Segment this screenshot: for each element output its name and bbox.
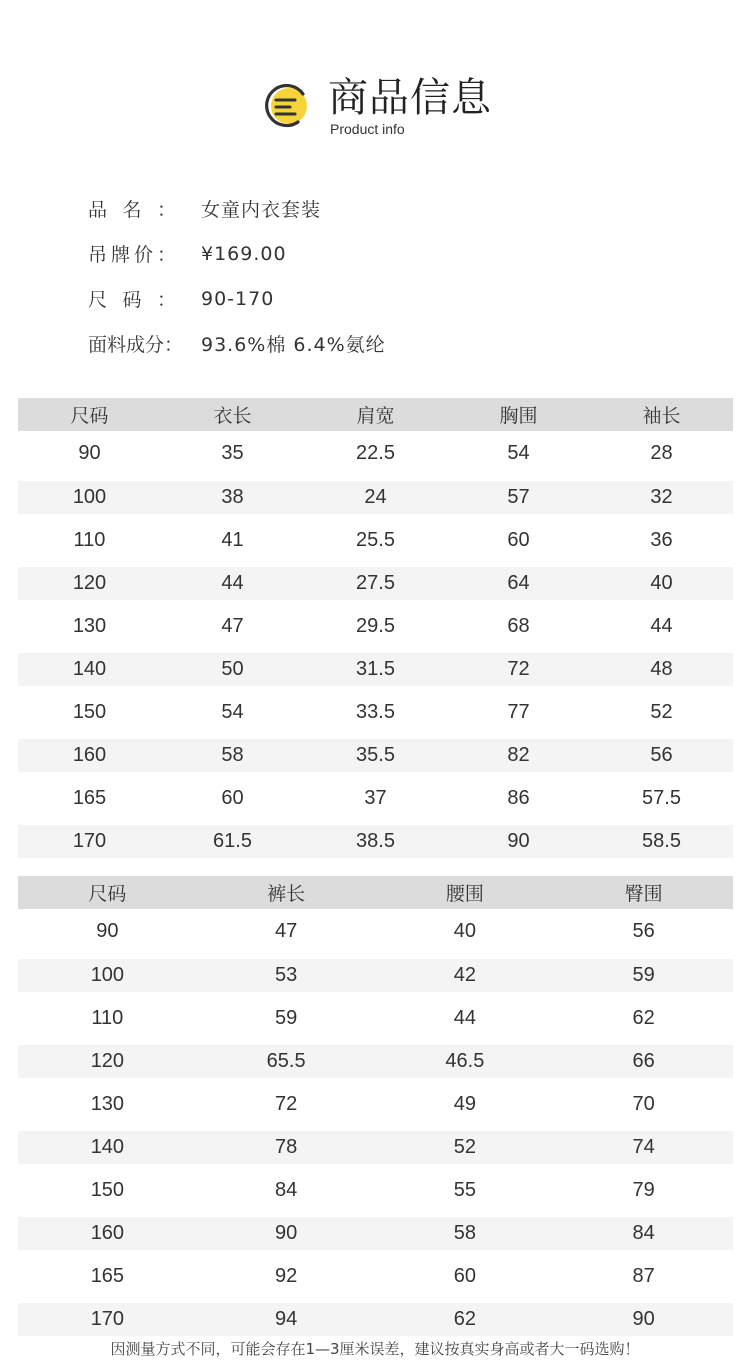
- table-cell: 60: [221, 787, 244, 809]
- info-row-tag-price: [88, 231, 688, 276]
- table-header-cell: 胸围: [499, 405, 538, 427]
- table-cell: 29.5: [356, 615, 395, 637]
- table-header-cell: 尺码: [70, 405, 109, 427]
- table-cell: 94: [275, 1308, 298, 1330]
- table-cell: 38.5: [356, 830, 395, 852]
- table-cell: 31.5: [356, 658, 395, 680]
- info-label: 尺 码 ：: [88, 289, 176, 311]
- table-cell: 170: [72, 830, 107, 852]
- table-cell: 50: [221, 658, 244, 680]
- table-cell: 33.5: [356, 701, 395, 723]
- table-cell: 90: [507, 830, 530, 852]
- table-cell: 70: [632, 1093, 655, 1115]
- table-cell: 32: [650, 486, 673, 508]
- table-row: [18, 1303, 733, 1336]
- table-cell: 57.5: [642, 787, 681, 809]
- page-subtitle: Product info: [330, 121, 405, 137]
- table-cell: 74: [632, 1136, 655, 1158]
- table-cell: 54: [221, 701, 244, 723]
- table-cell: 52: [453, 1136, 476, 1158]
- table-cell: 47: [221, 615, 244, 637]
- table-cell: 140: [90, 1136, 125, 1158]
- table-row: [18, 605, 733, 648]
- table-cell: 46.5: [445, 1050, 485, 1072]
- table-row: [18, 959, 733, 992]
- table-row: [18, 909, 733, 954]
- table-cell: 130: [72, 615, 107, 637]
- table-cell: 53: [275, 964, 298, 986]
- table-row: [18, 997, 733, 1040]
- table-row: [18, 1255, 733, 1298]
- info-row-name: [88, 186, 688, 231]
- table-cell: 36: [650, 529, 673, 551]
- table-cell: 90: [96, 920, 119, 942]
- table-cell: 90: [78, 442, 101, 464]
- table-cell: 38: [221, 486, 244, 508]
- info-value: 93.6%棉 6.4%氨纶: [201, 334, 386, 356]
- table-cell: 82: [507, 744, 530, 766]
- table-row: [18, 1083, 733, 1126]
- table-cell: 110: [91, 1007, 124, 1029]
- table-header-cell: 袖长: [642, 405, 681, 427]
- table-row: [18, 1131, 733, 1164]
- table-cell: 62: [453, 1308, 476, 1330]
- menu-badge-icon: [262, 84, 312, 130]
- table-cell: 120: [90, 1050, 125, 1072]
- section-header: [262, 74, 522, 140]
- table-cell: 35: [221, 442, 244, 464]
- table-cell: 150: [72, 701, 107, 723]
- table-cell: 90: [275, 1222, 298, 1244]
- table-cell: 58: [453, 1222, 476, 1244]
- table-cell: 78: [275, 1136, 298, 1158]
- table-cell: 87: [632, 1265, 655, 1287]
- table-cell: 42: [453, 964, 476, 986]
- table-cell: 100: [72, 486, 107, 508]
- table-cell: 60: [453, 1265, 476, 1287]
- table-cell: 40: [650, 572, 673, 594]
- info-label: 品 名 ：: [88, 199, 176, 221]
- info-value: ¥169.00: [201, 242, 287, 265]
- table-cell: 41: [221, 529, 244, 551]
- table-header-cell: 肩宽: [356, 405, 395, 427]
- table-cell: 68: [507, 615, 530, 637]
- table-cell: 57: [507, 486, 530, 508]
- table-cell: 28: [650, 442, 673, 464]
- table-cell: 65.5: [266, 1050, 306, 1072]
- table-row: [18, 777, 733, 820]
- table-row: [18, 691, 733, 734]
- info-row-fabric: [88, 321, 688, 366]
- table-cell: 77: [507, 701, 530, 723]
- table-cell: 25.5: [356, 529, 395, 551]
- info-value: 女童内衣套装: [201, 199, 322, 221]
- table-row: [18, 567, 733, 600]
- table-cell: 92: [275, 1265, 298, 1287]
- table-cell: 160: [90, 1222, 125, 1244]
- table-cell: 24: [364, 486, 387, 508]
- table-cell: 44: [453, 1007, 476, 1029]
- table-row: [18, 653, 733, 686]
- table-row: [18, 1045, 733, 1078]
- table-cell: 44: [221, 572, 244, 594]
- table-cell: 130: [90, 1093, 125, 1115]
- table-header-cell: 尺码: [88, 883, 127, 905]
- table-cell: 54: [507, 442, 530, 464]
- info-value: 90-170: [201, 287, 275, 310]
- table-cell: 58.5: [642, 830, 681, 852]
- table-cell: 62: [632, 1007, 655, 1029]
- table-header-cell: 臀围: [624, 883, 663, 905]
- table-cell: 55: [453, 1179, 476, 1201]
- table-cell: 90: [632, 1308, 655, 1330]
- table-cell: 165: [90, 1265, 125, 1287]
- table-header-cell: 衣长: [213, 405, 252, 427]
- table-cell: 61.5: [213, 830, 252, 852]
- measurement-note: 因测量方式不同，可能会存在1—3厘米误差，建议按真实身高或者大一码选购！: [110, 1340, 640, 1358]
- table-cell: 170: [90, 1308, 125, 1330]
- table-cell: 58: [221, 744, 244, 766]
- table-cell: 66: [632, 1050, 655, 1072]
- table-header-cell: 腰围: [445, 883, 484, 905]
- table-row: [18, 1169, 733, 1212]
- table-cell: 79: [632, 1179, 655, 1201]
- table-cell: 22.5: [356, 442, 395, 464]
- top-size-table: [18, 398, 733, 863]
- table-row: [18, 825, 733, 858]
- table-row: [18, 519, 733, 562]
- table-cell: 37: [364, 787, 387, 809]
- table-cell: 47: [275, 920, 298, 942]
- product-info: [88, 186, 688, 366]
- info-row-size: [88, 276, 688, 321]
- table-cell: 86: [507, 787, 530, 809]
- table-cell: 110: [73, 529, 106, 551]
- table-cell: 84: [275, 1179, 298, 1201]
- table-cell: 140: [72, 658, 107, 680]
- table-cell: 56: [632, 920, 655, 942]
- table-cell: 160: [72, 744, 107, 766]
- table-row: [18, 739, 733, 772]
- table-cell: 49: [453, 1093, 476, 1115]
- table-cell: 27.5: [356, 572, 395, 594]
- table-cell: 72: [275, 1093, 298, 1115]
- table-cell: 60: [507, 529, 530, 551]
- table-cell: 150: [90, 1179, 125, 1201]
- table-cell: 84: [632, 1222, 655, 1244]
- table-cell: 52: [650, 701, 673, 723]
- bottom-size-table: [18, 876, 733, 1341]
- info-label: 面料成分 ：: [88, 334, 184, 356]
- table-cell: 48: [650, 658, 673, 680]
- table-cell: 56: [650, 744, 673, 766]
- table-cell: 100: [90, 964, 125, 986]
- table-cell: 40: [453, 920, 476, 942]
- table-header-row: [18, 398, 733, 431]
- table-row: [18, 431, 733, 476]
- table-header-cell: 裤长: [267, 883, 306, 905]
- table-cell: 59: [275, 1007, 298, 1029]
- page-title: 商品信息: [328, 75, 492, 121]
- table-cell: 59: [632, 964, 655, 986]
- table-cell: 35.5: [356, 744, 395, 766]
- table-cell: 64: [507, 572, 530, 594]
- table-row: [18, 1217, 733, 1250]
- table-cell: 72: [507, 658, 530, 680]
- table-cell: 165: [72, 787, 107, 809]
- table-cell: 120: [72, 572, 107, 594]
- info-label: 吊 牌 价 ：: [88, 244, 176, 266]
- table-header-row: [18, 876, 733, 909]
- table-row: [18, 481, 733, 514]
- table-cell: 44: [650, 615, 673, 637]
